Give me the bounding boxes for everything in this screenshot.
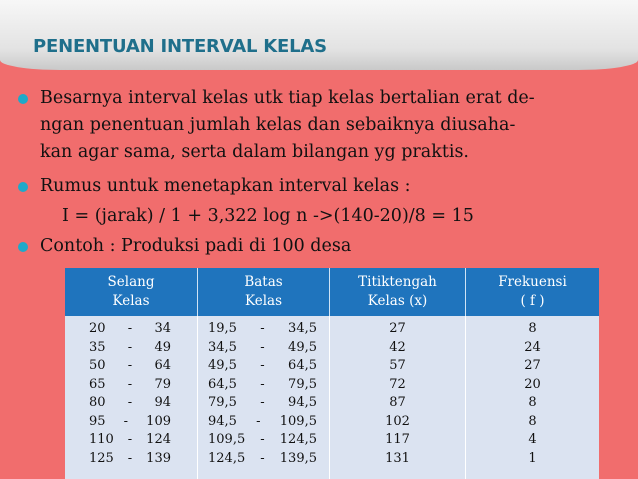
table-row bbox=[198, 339, 329, 358]
header-selang-kelas bbox=[65, 268, 198, 316]
table-row bbox=[198, 357, 329, 376]
bullet-dot-icon bbox=[18, 94, 28, 104]
table-row bbox=[198, 320, 329, 339]
frequency-table bbox=[65, 268, 599, 479]
midpoint-cell: 27 bbox=[389, 321, 406, 336]
frequency-cell: 24 bbox=[524, 339, 541, 355]
table-row bbox=[65, 413, 197, 432]
batas-lower: 79,5 bbox=[208, 395, 237, 410]
batas-dash: - bbox=[260, 321, 265, 336]
table-row bbox=[65, 431, 197, 450]
selang-dash: - bbox=[127, 450, 133, 466]
batas-upper: 139,5 bbox=[279, 450, 317, 466]
batas-lower: 64,5 bbox=[208, 376, 237, 392]
slide-title: PENENTUAN INTERVAL KELAS bbox=[33, 36, 327, 57]
selang-upper: 109 bbox=[146, 413, 171, 429]
table-row bbox=[65, 394, 197, 413]
midpoint-cell: 131 bbox=[385, 450, 410, 466]
batas-upper: 34,5 bbox=[288, 321, 317, 336]
midpoint-cell: 42 bbox=[389, 339, 406, 355]
column-titik-tengah bbox=[330, 316, 466, 479]
formula-line: I = (jarak) / 1 + 3,322 log n ->(140-20)/8 = 15 bbox=[62, 206, 474, 226]
column-batas-kelas bbox=[198, 316, 330, 479]
table-row bbox=[65, 357, 197, 376]
bullet-line: Besarnya interval kelas utk tiap kelas bertalian erat de- bbox=[40, 88, 535, 108]
header-line: Kelas bbox=[112, 293, 150, 309]
table-row bbox=[198, 450, 329, 469]
header-line: Batas bbox=[244, 274, 283, 290]
selang-upper: 34 bbox=[154, 321, 171, 336]
selang-upper: 94 bbox=[154, 395, 171, 410]
selang-upper: 139 bbox=[146, 450, 171, 466]
frequency-cell: 1 bbox=[528, 450, 537, 466]
midpoint-cell: 57 bbox=[389, 358, 406, 373]
selang-dash: - bbox=[127, 339, 133, 355]
selang-dash: - bbox=[127, 432, 133, 447]
header-line: ( f ) bbox=[520, 293, 545, 309]
table-row bbox=[65, 376, 197, 395]
selang-lower: 20 bbox=[89, 321, 106, 336]
selang-lower: 35 bbox=[89, 339, 106, 355]
table-header bbox=[65, 268, 599, 316]
batas-upper: 94,5 bbox=[288, 395, 317, 410]
header-batas-kelas bbox=[198, 268, 330, 316]
selang-dash: - bbox=[127, 376, 133, 392]
frequency-cell: 8 bbox=[528, 321, 537, 336]
column-frekuensi bbox=[466, 316, 599, 479]
bullet-line: Contoh : Produksi padi di 100 desa bbox=[40, 236, 352, 256]
table-body bbox=[65, 316, 599, 479]
batas-dash: - bbox=[260, 432, 265, 447]
batas-upper: 79,5 bbox=[288, 376, 317, 392]
frequency-cell: 4 bbox=[528, 432, 537, 447]
batas-dash: - bbox=[260, 395, 265, 410]
batas-dash: - bbox=[260, 376, 265, 392]
midpoint-cell: 117 bbox=[385, 432, 410, 447]
bullet-dot-icon bbox=[18, 242, 28, 252]
bullet-line: Rumus untuk menetapkan interval kelas : bbox=[40, 176, 411, 196]
midpoint-cell: 87 bbox=[389, 395, 406, 410]
selang-dash: - bbox=[127, 321, 133, 336]
table-row bbox=[65, 320, 197, 339]
selang-dash: - bbox=[127, 358, 133, 373]
bullet-line: ngan penentuan jumlah kelas dan sebaiknya diusaha- bbox=[40, 115, 516, 135]
table-row bbox=[198, 431, 329, 450]
header-line: Kelas (x) bbox=[367, 293, 428, 309]
batas-upper: 109,5 bbox=[279, 413, 317, 429]
batas-lower: 109,5 bbox=[208, 432, 246, 447]
selang-lower: 95 bbox=[89, 413, 106, 429]
selang-lower: 65 bbox=[89, 376, 106, 392]
bullet-line: kan agar sama, serta dalam bilangan yg praktis. bbox=[40, 142, 469, 162]
header-line: Selang bbox=[107, 274, 155, 290]
midpoint-cell: 72 bbox=[389, 376, 406, 392]
selang-lower: 125 bbox=[89, 450, 114, 466]
frequency-cell: 27 bbox=[524, 358, 541, 373]
selang-lower: 50 bbox=[89, 358, 106, 373]
table-row bbox=[65, 339, 197, 358]
selang-upper: 124 bbox=[146, 432, 171, 447]
batas-dash: - bbox=[260, 450, 265, 466]
table-row bbox=[198, 394, 329, 413]
midpoint-cell: 102 bbox=[385, 413, 410, 429]
batas-lower: 49,5 bbox=[208, 358, 237, 373]
table-row bbox=[198, 413, 329, 432]
selang-upper: 79 bbox=[154, 376, 171, 392]
column-selang-kelas bbox=[65, 316, 198, 479]
batas-upper: 124,5 bbox=[279, 432, 317, 447]
title-band bbox=[0, 0, 638, 70]
table-row bbox=[198, 376, 329, 395]
selang-dash: - bbox=[127, 395, 133, 410]
selang-upper: 49 bbox=[154, 339, 171, 355]
batas-dash: - bbox=[256, 413, 261, 429]
selang-upper: 64 bbox=[154, 358, 171, 373]
batas-dash: - bbox=[260, 339, 265, 355]
selang-lower: 80 bbox=[89, 395, 106, 410]
header-line: Frekuensi bbox=[498, 274, 567, 290]
header-line: Titiktengah bbox=[358, 274, 437, 290]
header-titik-tengah bbox=[330, 268, 466, 316]
batas-lower: 34,5 bbox=[208, 339, 237, 355]
batas-lower: 94,5 bbox=[208, 413, 237, 429]
selang-dash: - bbox=[123, 413, 129, 429]
selang-lower: 110 bbox=[89, 432, 114, 447]
bullet-dot-icon bbox=[18, 182, 28, 192]
batas-upper: 64,5 bbox=[288, 358, 317, 373]
header-line: Kelas bbox=[244, 293, 282, 309]
table-row bbox=[65, 450, 197, 469]
frequency-cell: 20 bbox=[524, 376, 541, 392]
frequency-cell: 8 bbox=[528, 395, 537, 410]
header-frekuensi bbox=[466, 268, 599, 316]
frequency-cell: 8 bbox=[528, 413, 537, 429]
batas-lower: 19,5 bbox=[208, 321, 237, 336]
batas-lower: 124,5 bbox=[208, 450, 246, 466]
batas-dash: - bbox=[260, 358, 265, 373]
batas-upper: 49,5 bbox=[288, 339, 317, 355]
